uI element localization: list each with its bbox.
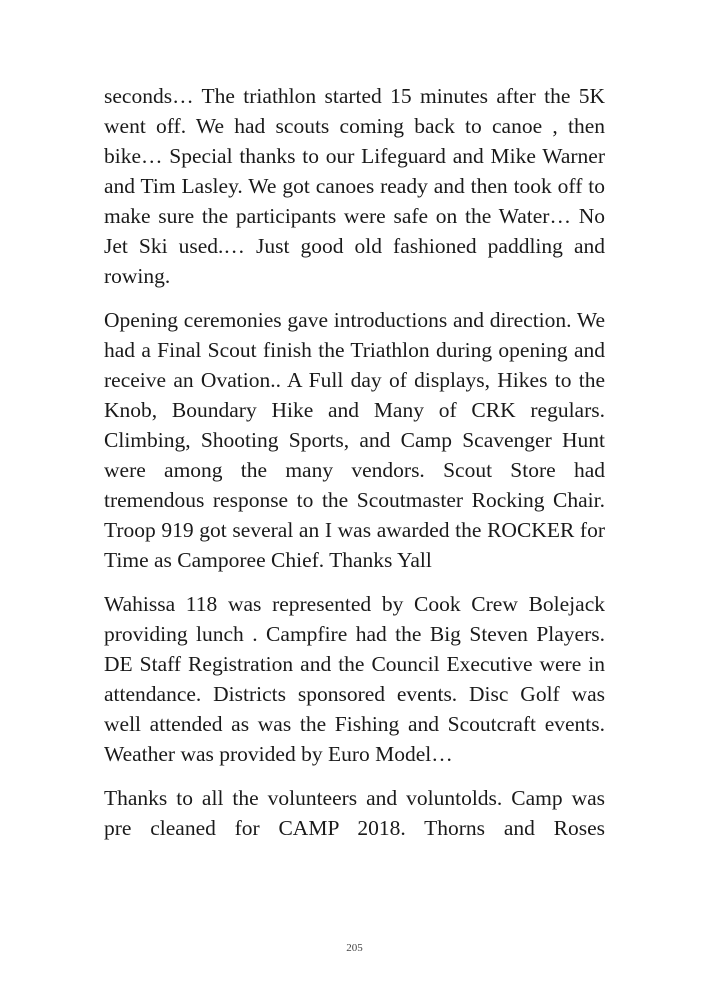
- paragraph-wahissa: Wahissa 118 was represented by Cook Crew Bolejack providing lunch . Campfire had the Big Steven Players. DE Staff Registration and the Council Executive were in attendance. Districts sponsored events. Disc Golf was well attended as was the Fishing and Scoutcraft events. Weather was provided by Euro Model…: [104, 592, 605, 766]
- paragraph-thanks: Thanks to all the volunteers and voluntolds. Camp was pre cleaned for CAMP 2018. Thorns and Roses: [104, 786, 605, 840]
- page-body: [104, 81, 605, 857]
- paragraph-triathlon: seconds… The triathlon started 15 minutes after the 5K went off. We had scouts coming back to canoe , then bike… Special thanks to our Lifeguard and Mike Warner and Tim Lasley. We got canoes ready and then took off to make sure the participants were safe on the Water… No Jet Ski used.… Just good old fashioned paddling and rowing.: [104, 84, 605, 288]
- page-number: 205: [346, 942, 363, 954]
- paragraph-opening-ceremonies: Opening ceremonies gave introductions and direction. We had a Final Scout finish the Triathlon during opening and receive an Ovation.. A Full day of displays, Hikes to the Knob, Boundary Hike and Many of CRK regulars. Climbing, Shooting Sports, and Camp Scavenger Hunt were among the many vendors. Scout Store had tremendous response to the Scoutmaster Rocking Chair. Troop 919 got several an I was awarded the ROCKER for Time as Camporee Chief. Thanks Yall: [104, 308, 605, 572]
